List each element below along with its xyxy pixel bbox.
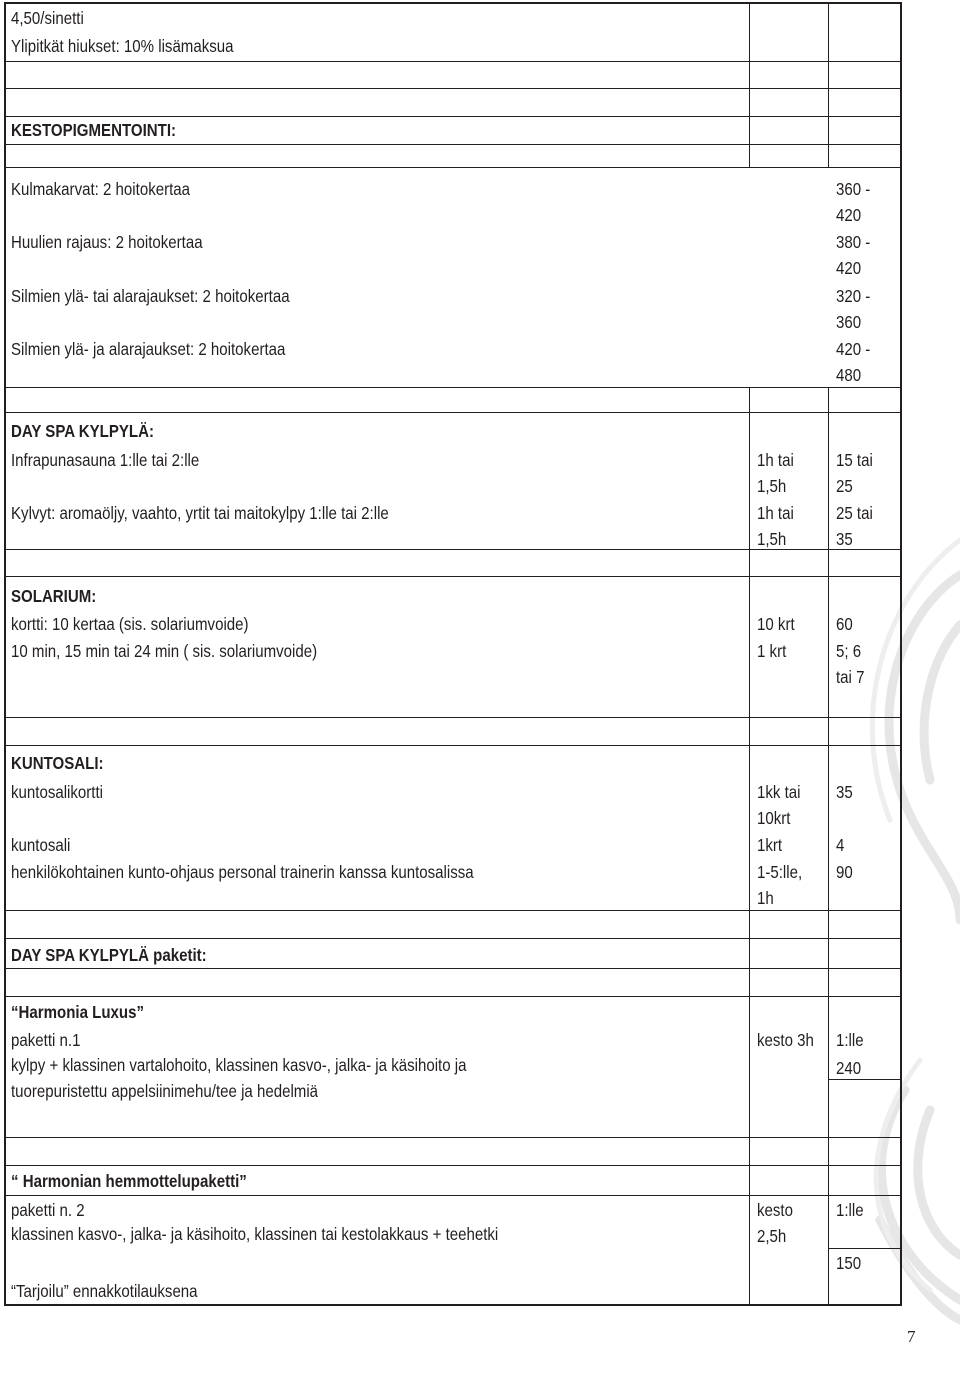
- package-hemmottelu-number: paketti n. 2: [11, 1200, 85, 1220]
- package-hemmottelu-note: “Tarjoilu” ennakkotilauksena: [11, 1281, 198, 1301]
- solarium-service-card: kortti: 10 kertaa (sis. solariumvoide): [11, 614, 249, 634]
- long-hair-surcharge-text: Ylipitkät hiukset: 10% lisämaksua: [11, 36, 234, 56]
- pigmentation-heading: KESTOPIGMENTOINTI:: [11, 120, 177, 140]
- gym-unit-personal-trainer: 1-5:lle, 1h: [757, 862, 803, 908]
- package-hemmottelu-per-person: 1:lle: [836, 1200, 864, 1220]
- gym-price-card: 35: [836, 782, 853, 802]
- solarium-price-single: 5; 6 tai 7: [836, 641, 865, 687]
- package-harmonia-price: 240: [836, 1058, 862, 1078]
- page-number: 7: [907, 1327, 916, 1346]
- spa-price-infrared-sauna: 15 tai 25: [836, 450, 873, 496]
- gym-service-single: kuntosali: [11, 835, 71, 855]
- solarium-unit-single: 1 krt: [757, 641, 787, 661]
- package-harmonia-name: “Harmonia Luxus”: [11, 1002, 144, 1022]
- pigment-service-eyeliner-both: Silmien ylä- ja alarajaukset: 2 hoitokertaa: [11, 339, 286, 359]
- spa-unit-baths: 1h tai 1,5h: [757, 503, 794, 549]
- spa-service-infrared-sauna: Infrapunasauna 1:lle tai 2:lle: [11, 450, 200, 470]
- package-hemmottelu-description: klassinen kasvo-, jalka- ja käsihoito, klassinen tai kestolakkaus + teehetki: [11, 1224, 499, 1244]
- gym-service-card: kuntosalikortti: [11, 782, 104, 802]
- pigment-price-eyeliner-one: 320 - 360: [836, 286, 871, 332]
- gym-price-single: 4: [836, 835, 845, 855]
- pigment-price-eyeliner-both: 420 - 480: [836, 339, 871, 385]
- package-harmonia-description: kylpy + klassinen vartalohoito, klassinen kasvo-, jalka- ja käsihoito ja tuorepuristettu appelsiinimehu/tee ja hedelmiä: [11, 1055, 467, 1101]
- seal-price-text: 4,50/sinetti: [11, 8, 84, 28]
- pigment-price-lips: 380 - 420: [836, 232, 871, 278]
- spa-price-baths: 25 tai 35: [836, 503, 873, 549]
- solarium-heading: SOLARIUM:: [11, 586, 97, 606]
- pigment-price-eyebrows: 360 - 420: [836, 179, 871, 225]
- package-harmonia-per-person: 1:lle: [836, 1030, 864, 1050]
- day-spa-heading: DAY SPA KYLPYLÄ:: [11, 421, 155, 441]
- package-hemmottelu-name: “ Harmonian hemmottelupaketti”: [11, 1171, 247, 1191]
- pigment-service-lips: Huulien rajaus: 2 hoitokertaa: [11, 232, 203, 252]
- solarium-unit-card: 10 krt: [757, 614, 795, 634]
- gym-heading: KUNTOSALI:: [11, 753, 104, 773]
- solarium-price-card: 60: [836, 614, 853, 634]
- spa-service-baths: Kylvyt: aromaöljy, vaahto, yrtit tai maitokylpy 1:lle tai 2:lle: [11, 503, 389, 523]
- packages-heading: DAY SPA KYLPYLÄ paketit:: [11, 945, 207, 965]
- package-hemmottelu-price: 150: [836, 1253, 862, 1273]
- pigment-service-eyeliner-one: Silmien ylä- tai alarajaukset: 2 hoitokertaa: [11, 286, 290, 306]
- package-hemmottelu-duration: kesto 2,5h: [757, 1200, 793, 1246]
- gym-unit-card: 1kk tai 10krt: [757, 782, 801, 828]
- package-harmonia-number: paketti n.1: [11, 1030, 81, 1050]
- gym-unit-single: 1krt: [757, 835, 783, 855]
- spa-unit-infrared-sauna: 1h tai 1,5h: [757, 450, 794, 496]
- gym-service-personal-trainer: henkilökohtainen kunto-ohjaus personal trainerin kanssa kuntosalissa: [11, 862, 474, 882]
- solarium-service-single: 10 min, 15 min tai 24 min ( sis. solariumvoide): [11, 641, 318, 661]
- gym-price-personal-trainer: 90: [836, 862, 853, 882]
- pigment-service-eyebrows: Kulmakarvat: 2 hoitokertaa: [11, 179, 191, 199]
- package-harmonia-duration: kesto 3h: [757, 1030, 814, 1050]
